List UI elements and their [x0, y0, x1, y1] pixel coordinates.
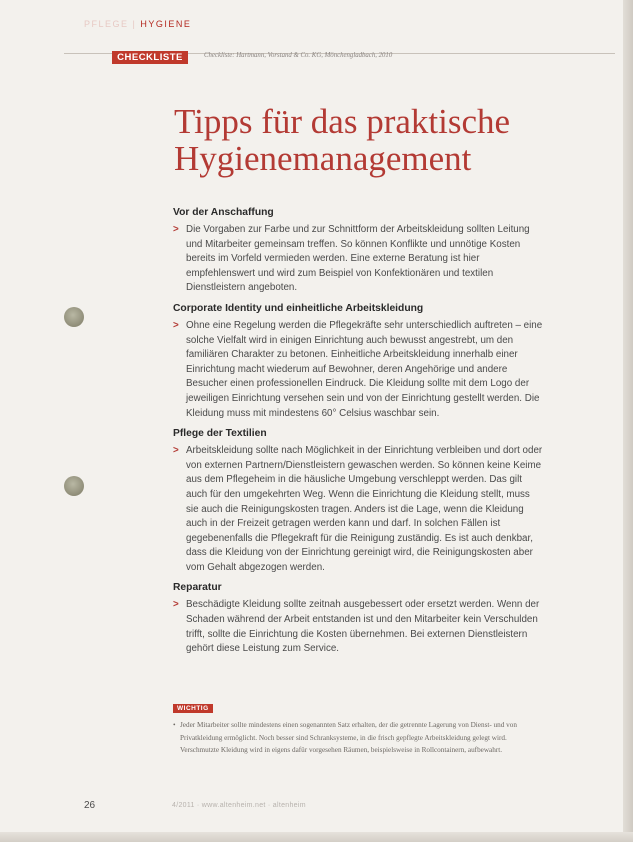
- section-heading-pflege: Pflege der Textilien: [173, 428, 267, 440]
- section-label: [84, 19, 191, 29]
- section-label-faded: PFLEGE |: [84, 19, 137, 29]
- paragraph-text: Ohne eine Regelung werden die Pflegekräfte sehr unterschiedlich auftreten – eine solche Vielfalt wird in einigen Einrichtung auch bewusst angestrebt, um den familiären Charakter zu betonen. Einheitliche Arbeitskleidung innerhalb einer Einrichtung macht wiederum auf Bewohner, deren Angehörige und andere Besucher einen professionellen Eindruck. Die Kleidung sollte mit dem Logo der jeweiligen Einrichtung versehen sein und von der Einrichtung gestellt werden. Die Kleidung muss mit mindestens 60° Celsius waschbar sein.: [186, 319, 543, 419]
- paragraph-text: Arbeitskleidung sollte nach Möglichkeit in der Einrichtung verbleiben und dort oder von externen Partnern/Dienstleistern gewaschen werden. So können keine Keime aus dem Pflegeheim in die häusliche Umgebung verschleppt werden. Das gilt auch für den umgekehrten Weg. Wenn die Einrichtung die Kleidung stellt, muss sie auch die Reinigungskosten tragen. Anders ist die Lage, wenn die Kleidung auch in der Freizeit getragen werden kann und darf. In solchen Fällen ist gegebenenfalls die Pflegekraft für die Reinigung zuständig. Es ist auch denkbar, dass die Kleidung von der Einrichtung gereinigt wird, die Reinigungskosten aber vom Gehalt abgezogen werden.: [186, 445, 543, 573]
- title-line-2: Hygienemanagement: [174, 139, 472, 178]
- note-text: Jeder Mitarbeiter sollte mindestens einen sogenannten Satz erhalten, der die getrennte Lagerung von Dienst- und von Privatkleidung ermöglicht. Noch besser sind Schranksysteme, in die frisch gepflegte Arbeitskleidung gelegt wird. Verschmutzte Kleidung wird in eigens dafür vorgesehen Räumen, beispielsweise in Rollcontainern, aufbewahrt.: [180, 721, 517, 754]
- important-note-box: [173, 697, 545, 757]
- chevron-bullet-icon: >: [173, 319, 179, 331]
- checklist-badge: CHECKLISTE: [112, 51, 188, 64]
- punch-hole-top: [64, 307, 84, 327]
- section-text-pflege: [173, 444, 545, 575]
- section-heading-anschaffung: Vor der Anschaffung: [173, 207, 274, 218]
- paragraph-text: Die Vorgaben zur Farbe und zur Schnittform der Arbeitskleidung sollten Leitung und Mitarbeiter gemeinsam treffen. So können Konflikte und unnötige Kosten bereits im Vorfeld vermieden werden. Eine externe Beratung ist hier empfehlenswert und wird zum Beispiel von Konfektionären und textilen Dienstleistern angeboten.: [186, 224, 530, 294]
- paper-edge: [623, 0, 633, 842]
- important-note-text: [173, 719, 545, 757]
- source-credit: Checkliste: Hartmann, Vorstand & Co. KG, Mönchengladbach, 2010: [204, 52, 393, 59]
- chevron-bullet-icon: >: [173, 599, 179, 611]
- paragraph-text: Beschädigte Kleidung sollte zeitnah ausgebessert oder ersetzt werden. Wenn der Schaden während der Arbeit entstanden ist und den Mitarbeiter kein Verschulden trifft, sollte die Einrichtung die Kosten übernehmen. Bei externen Dienstleistern gehört diese Leistung zum Service.: [186, 599, 540, 655]
- important-label: WICHTIG: [173, 704, 213, 713]
- section-text-anschaffung: [173, 223, 545, 296]
- chevron-bullet-icon: >: [173, 445, 179, 457]
- footer-url: 4/2011 · www.altenheim.net · altenheim: [172, 802, 306, 809]
- article-title: [174, 103, 594, 177]
- checklist-content: [173, 206, 545, 663]
- dot-bullet-icon: •: [173, 721, 176, 729]
- section-label-hygiene: HYGIENE: [140, 19, 192, 29]
- punch-hole-bottom: [64, 476, 84, 496]
- title-line-1: Tipps für das praktische: [174, 102, 511, 141]
- section-text-reparatur: [173, 598, 545, 656]
- section-text-corporate-identity: [173, 319, 545, 421]
- section-heading-corporate-identity: Corporate Identity und einheitliche Arbeitskleidung: [173, 302, 424, 314]
- paper-bottom-edge: [0, 832, 633, 842]
- section-heading-reparatur: Reparatur: [173, 582, 222, 594]
- page-number: 26: [84, 800, 96, 811]
- chevron-bullet-icon: >: [173, 224, 179, 235]
